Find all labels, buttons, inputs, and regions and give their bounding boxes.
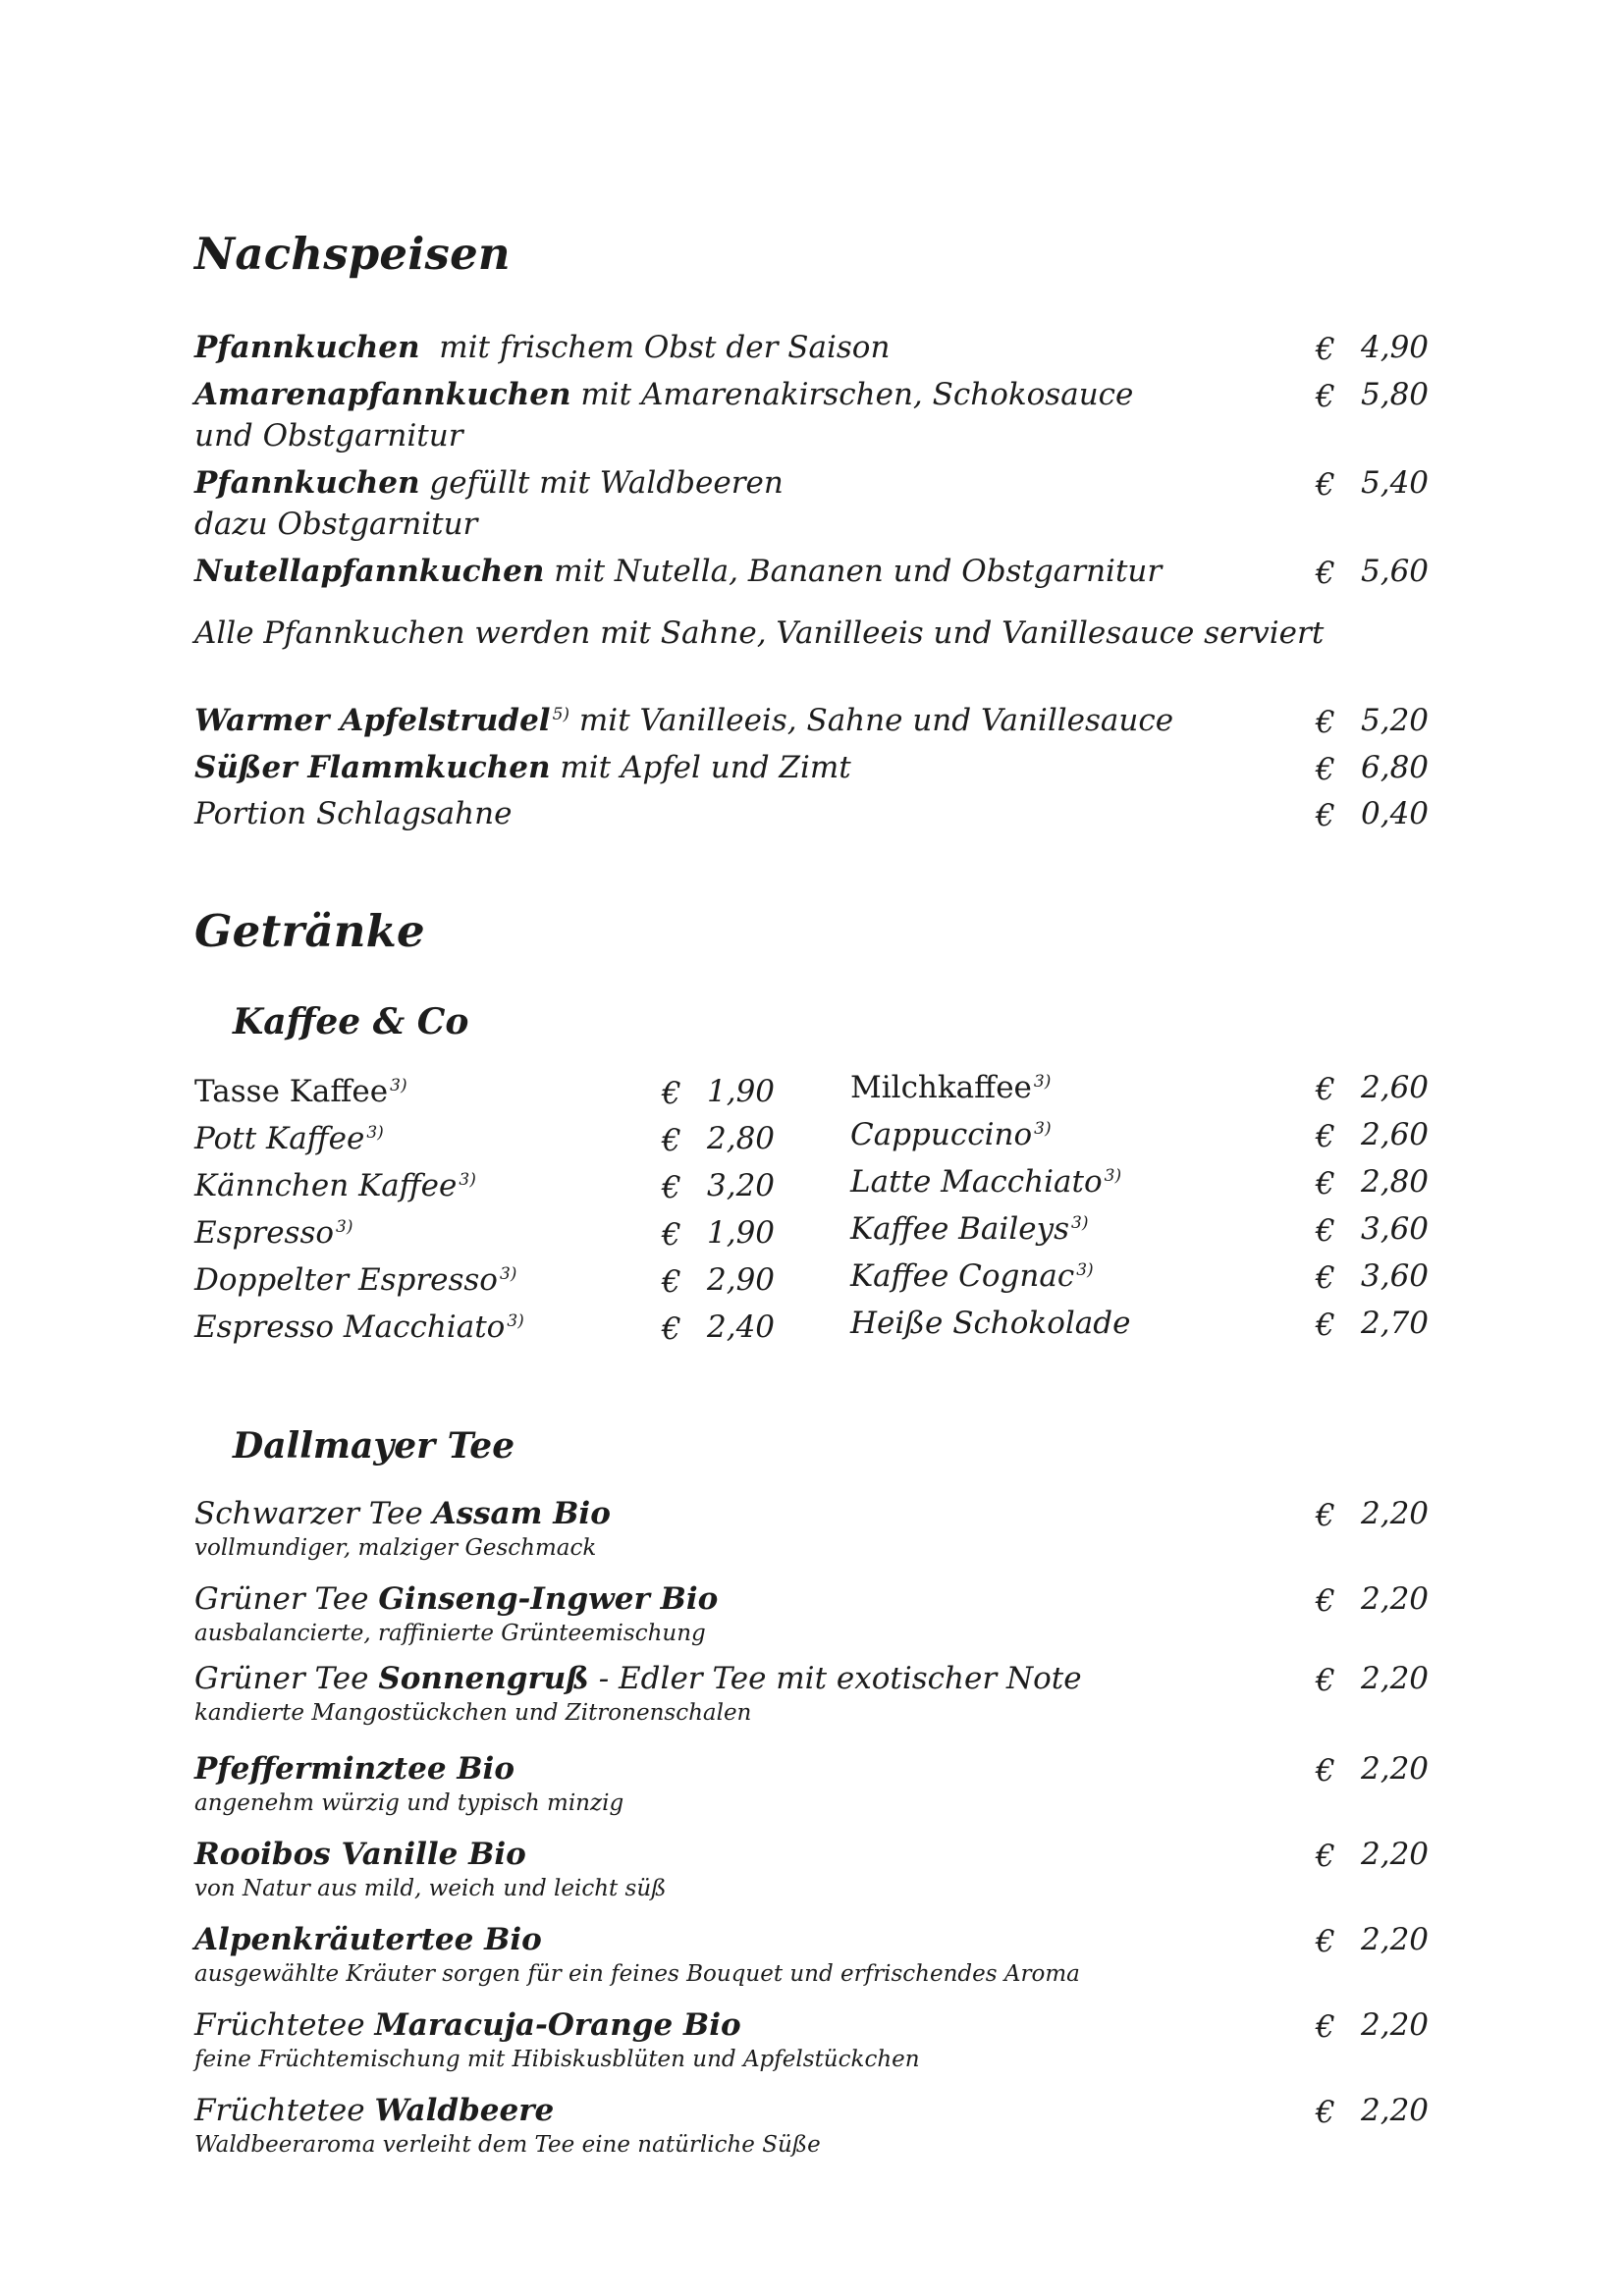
coffee-item <box>850 1211 1088 1247</box>
coffee-name: Cappuccino <box>850 1117 1033 1152</box>
coffee-price: 2,90 <box>707 1262 776 1298</box>
dessert-desc-line2: dazu Obstgarnitur <box>194 507 478 542</box>
currency-symbol: € <box>1316 2095 1335 2130</box>
section-title-nachspeisen: Nachspeisen <box>194 228 511 280</box>
currency-symbol: € <box>1316 332 1335 367</box>
currency-symbol: € <box>1316 1213 1335 1249</box>
coffee-name: Pott Kaffee <box>194 1121 365 1156</box>
coffee-price: 3,20 <box>707 1168 776 1203</box>
footnote-marker: 3) <box>507 1311 524 1331</box>
subsection-title-kaffee: Kaffee & Co <box>233 1001 469 1042</box>
coffee-name: Kännchen Kaffee <box>194 1168 458 1203</box>
tea-desc: kandierte Mangostückchen und Zitronenschalen <box>194 1700 752 1726</box>
tea-desc: feine Früchtemischung mit Hibiskusblüten und Apfelstückchen <box>194 2047 920 2072</box>
footnote-marker: 3) <box>336 1217 353 1237</box>
currency-symbol: € <box>1316 1753 1335 1789</box>
coffee-item <box>194 1262 516 1298</box>
coffee-item <box>850 1070 1051 1105</box>
coffee-item <box>850 1258 1094 1294</box>
coffee-price: 3,60 <box>1361 1258 1430 1294</box>
currency-symbol: € <box>1316 1308 1335 1343</box>
tea-item <box>194 2093 554 2128</box>
coffee-name: Doppelter Espresso <box>194 1262 498 1298</box>
coffee-name: Espresso <box>194 1215 335 1251</box>
tea-desc: ausgewählte Kräuter sorgen für ein feines Bouquet und erfrischendes Aroma <box>194 1961 1080 1987</box>
coffee-price: 2,40 <box>707 1309 776 1345</box>
currency-symbol: € <box>1316 1260 1335 1296</box>
coffee-item <box>850 1117 1052 1152</box>
tea-name: Rooibos Vanille Bio <box>194 1837 526 1872</box>
footnote-marker: 3) <box>1071 1213 1089 1233</box>
tea-prefix: Schwarzer Tee <box>194 1496 433 1531</box>
dessert-price: 5,80 <box>1361 377 1430 412</box>
tea-name: Waldbeere <box>374 2093 555 2128</box>
tea-price: 2,20 <box>1361 1496 1430 1531</box>
dessert-price: 4,90 <box>1361 330 1430 365</box>
coffee-name: Latte Macchiato <box>850 1164 1103 1200</box>
tea-name: Alpenkräutertee Bio <box>194 1922 542 1957</box>
dessert-item <box>194 554 1162 589</box>
coffee-price: 2,60 <box>1361 1070 1430 1105</box>
tea-prefix: Früchtetee <box>194 2007 375 2043</box>
dessert-name: Süßer Flammkuchen <box>194 750 551 785</box>
dessert-name: Nutellapfannkuchen <box>194 554 545 589</box>
currency-symbol: € <box>1316 1166 1335 1201</box>
coffee-price: 2,80 <box>707 1121 776 1156</box>
dessert-price: 5,60 <box>1361 554 1430 589</box>
coffee-item <box>194 1121 384 1156</box>
dessert-item <box>194 330 890 365</box>
dessert-desc: mit frischem Obst der Saison <box>439 330 891 365</box>
coffee-item <box>194 1074 407 1109</box>
tea-name: Pfefferminztee Bio <box>194 1751 514 1787</box>
coffee-name: Milchkaffee <box>850 1070 1032 1105</box>
coffee-item <box>194 1309 524 1345</box>
footnote-marker: 3) <box>499 1264 517 1284</box>
currency-symbol: € <box>1316 752 1335 787</box>
tea-price: 2,20 <box>1361 1837 1430 1872</box>
currency-symbol: € <box>1316 556 1335 591</box>
footnote-marker: 3) <box>1076 1260 1094 1280</box>
tea-name: Ginseng-Ingwer Bio <box>378 1581 719 1617</box>
coffee-item <box>194 1168 476 1203</box>
dessert-desc: Portion Schlagsahne <box>194 796 513 831</box>
coffee-name: Espresso Macchiato <box>194 1309 506 1345</box>
coffee-price: 1,90 <box>707 1215 776 1251</box>
currency-symbol: € <box>1316 1663 1335 1698</box>
tea-desc: ausbalancierte, raffinierte Grünteemischung <box>194 1621 706 1646</box>
dessert-name: Pfannkuchen <box>194 330 420 365</box>
tea-prefix: Früchtetee <box>194 2093 375 2128</box>
tea-name: Sonnengruß <box>378 1661 589 1696</box>
tea-item <box>194 1922 542 1957</box>
dessert-item <box>194 377 1133 412</box>
footnote-marker: 3) <box>1034 1119 1052 1139</box>
footnote-marker: 3) <box>390 1076 407 1095</box>
footnote-marker: 3) <box>366 1123 384 1143</box>
coffee-name: Kaffee Cognac <box>850 1258 1075 1294</box>
tea-prefix: Grüner Tee <box>194 1581 379 1617</box>
dessert-name: Amarenapfannkuchen <box>194 377 571 412</box>
currency-symbol: € <box>1316 1924 1335 1959</box>
tea-price: 2,20 <box>1361 1581 1430 1617</box>
footnote-marker: 5) <box>552 705 570 724</box>
tea-price: 2,20 <box>1361 1751 1430 1787</box>
tea-desc: angenehm würzig und typisch minzig <box>194 1790 624 1816</box>
currency-symbol: € <box>1316 1583 1335 1619</box>
tea-price: 2,20 <box>1361 2007 1430 2043</box>
dessert-price: 0,40 <box>1361 796 1430 831</box>
tea-item <box>194 1751 514 1787</box>
currency-symbol: € <box>1316 379 1335 414</box>
dessert-price: 5,20 <box>1361 703 1430 738</box>
currency-symbol: € <box>1316 1072 1335 1107</box>
coffee-price: 3,60 <box>1361 1211 1430 1247</box>
tea-desc: vollmundiger, malziger Geschmack <box>194 1535 597 1561</box>
tea-price: 2,20 <box>1361 2093 1430 2128</box>
dessert-name: Pfannkuchen <box>194 465 420 501</box>
tea-suffix: - Edler Tee mit exotischer Note <box>588 1661 1082 1696</box>
tea-item <box>194 1581 718 1617</box>
dessert-desc: gefüllt mit Waldbeeren <box>429 465 784 501</box>
currency-symbol: € <box>1316 798 1335 833</box>
coffee-price: 1,90 <box>707 1074 776 1109</box>
section-title-getraenke: Getränke <box>194 905 425 957</box>
dessert-item <box>194 750 851 785</box>
footnote-marker: 3) <box>1104 1166 1122 1186</box>
dessert-desc-line2: und Obstgarnitur <box>194 418 463 454</box>
dessert-price: 5,40 <box>1361 465 1430 501</box>
tea-item <box>194 1496 611 1531</box>
currency-symbol: € <box>1316 1119 1335 1154</box>
dessert-price: 6,80 <box>1361 750 1430 785</box>
currency-symbol: € <box>1316 705 1335 740</box>
coffee-name: Tasse Kaffee <box>194 1074 389 1109</box>
coffee-item <box>850 1164 1121 1200</box>
dessert-name: Warmer Apfelstrudel <box>194 703 551 738</box>
tea-name: Assam Bio <box>432 1496 611 1531</box>
currency-symbol: € <box>1316 467 1335 503</box>
tea-price: 2,20 <box>1361 1922 1430 1957</box>
coffee-item <box>850 1306 1130 1341</box>
currency-symbol: € <box>662 1264 681 1300</box>
tea-item <box>194 1661 1082 1696</box>
currency-symbol: € <box>1316 1498 1335 1533</box>
tea-desc: Waldbeeraroma verleiht dem Tee eine natürliche Süße <box>194 2132 821 2158</box>
currency-symbol: € <box>662 1311 681 1347</box>
dessert-desc: mit Apfel und Zimt <box>560 750 851 785</box>
coffee-price: 2,60 <box>1361 1117 1430 1152</box>
tea-prefix: Grüner Tee <box>194 1661 379 1696</box>
tea-price: 2,20 <box>1361 1661 1430 1696</box>
coffee-name: Heiße Schokolade <box>850 1306 1131 1341</box>
currency-symbol: € <box>1316 2009 1335 2045</box>
dessert-item <box>194 703 1173 738</box>
tea-name: Maracuja-Orange Bio <box>374 2007 741 2043</box>
currency-symbol: € <box>662 1123 681 1158</box>
currency-symbol: € <box>662 1076 681 1111</box>
coffee-price: 2,70 <box>1361 1306 1430 1341</box>
dessert-desc: mit Vanilleeis, Sahne und Vanillesauce <box>578 703 1174 738</box>
currency-symbol: € <box>662 1170 681 1205</box>
pancake-note: Alle Pfannkuchen werden mit Sahne, Vanilleeis und Vanillesauce serviert <box>194 615 1325 651</box>
dessert-item <box>194 465 784 501</box>
currency-symbol: € <box>662 1217 681 1253</box>
footnote-marker: 3) <box>1033 1072 1052 1092</box>
tea-item <box>194 1837 526 1872</box>
dessert-desc: mit Nutella, Bananen und Obstgarnitur <box>554 554 1163 589</box>
tea-item <box>194 2007 741 2043</box>
tea-desc: von Natur aus mild, weich und leicht süß <box>194 1876 667 1901</box>
dessert-item <box>194 796 512 831</box>
footnote-marker: 3) <box>459 1170 476 1190</box>
coffee-price: 2,80 <box>1361 1164 1430 1200</box>
coffee-item <box>194 1215 352 1251</box>
coffee-name: Kaffee Baileys <box>850 1211 1070 1247</box>
currency-symbol: € <box>1316 1839 1335 1874</box>
subsection-title-tee: Dallmayer Tee <box>233 1425 515 1467</box>
dessert-desc: mit Amarenakirschen, Schokosauce <box>580 377 1134 412</box>
